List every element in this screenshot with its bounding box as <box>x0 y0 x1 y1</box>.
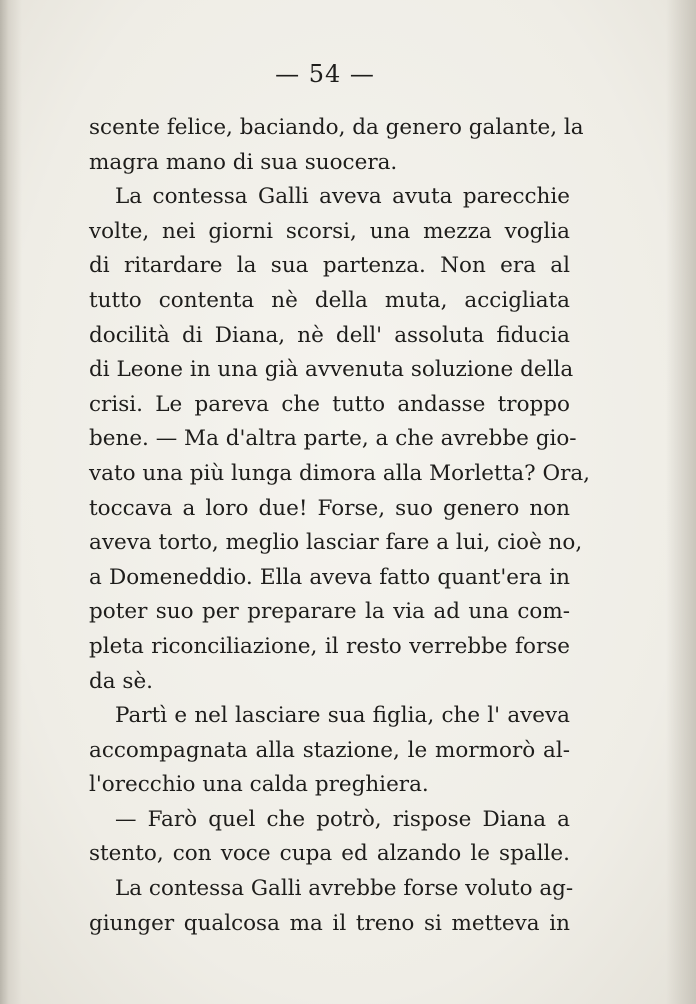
text-line: crisi. Le pareva che tutto andasse troppo <box>89 391 570 417</box>
page-number: — 54 — <box>275 60 375 88</box>
text-line: tutto contenta nè della muta, accigliata <box>89 287 570 313</box>
text-line: toccava a loro due! Forse, suo genero non <box>89 495 570 521</box>
text-line: La contessa Galli avrebbe forse voluto ag- <box>115 876 574 902</box>
text-line: giunger qualcosa ma il treno si metteva in <box>89 910 570 936</box>
text-line: magra mano di sua suocera. <box>89 149 398 175</box>
text-line: scente felice, baciando, da genero galante, la <box>89 115 584 140</box>
text-line: vato una più lunga dimora alla Morletta? Ora, <box>89 460 591 486</box>
text-line: — Farò quel che potrò, rispose Diana a <box>115 806 570 832</box>
text-line: docilità di Diana, nè dell' assoluta fiducia <box>89 322 570 348</box>
text-line: poter suo per preparare la via ad una com- <box>89 599 570 625</box>
text-line: da sè. <box>89 668 154 694</box>
text-line: di Leone in una già avvenuta soluzione della <box>89 357 574 383</box>
text-line: pleta riconciliazione, il resto verrebbe forse <box>89 633 570 659</box>
page-left-shadow <box>0 0 22 1004</box>
body-text <box>89 111 591 941</box>
page-right-shadow <box>666 0 696 1004</box>
text-line: stento, con voce cupa ed alzando le spalle. <box>89 841 570 867</box>
text-line: di ritardare la sua partenza. Non era al <box>89 253 570 279</box>
text-line: La contessa Galli aveva avuta parecchie <box>115 184 570 210</box>
text-line: bene. — Ma d'altra parte, a che avrebbe gio- <box>89 426 577 452</box>
text-line: accompagnata alla stazione, le mormorò al- <box>89 737 570 763</box>
text-line: Partì e nel lasciare sua figlia, che l' aveva <box>115 703 570 729</box>
text-line: a Domeneddio. Ella aveva fatto quant'era in <box>89 564 570 590</box>
text-line: l'orecchio una calda preghiera. <box>89 772 429 798</box>
text-line: volte, nei giorni scorsi, una mezza voglia <box>89 218 570 244</box>
text-line: aveva torto, meglio lasciar fare a lui, cioè no, <box>89 530 583 556</box>
